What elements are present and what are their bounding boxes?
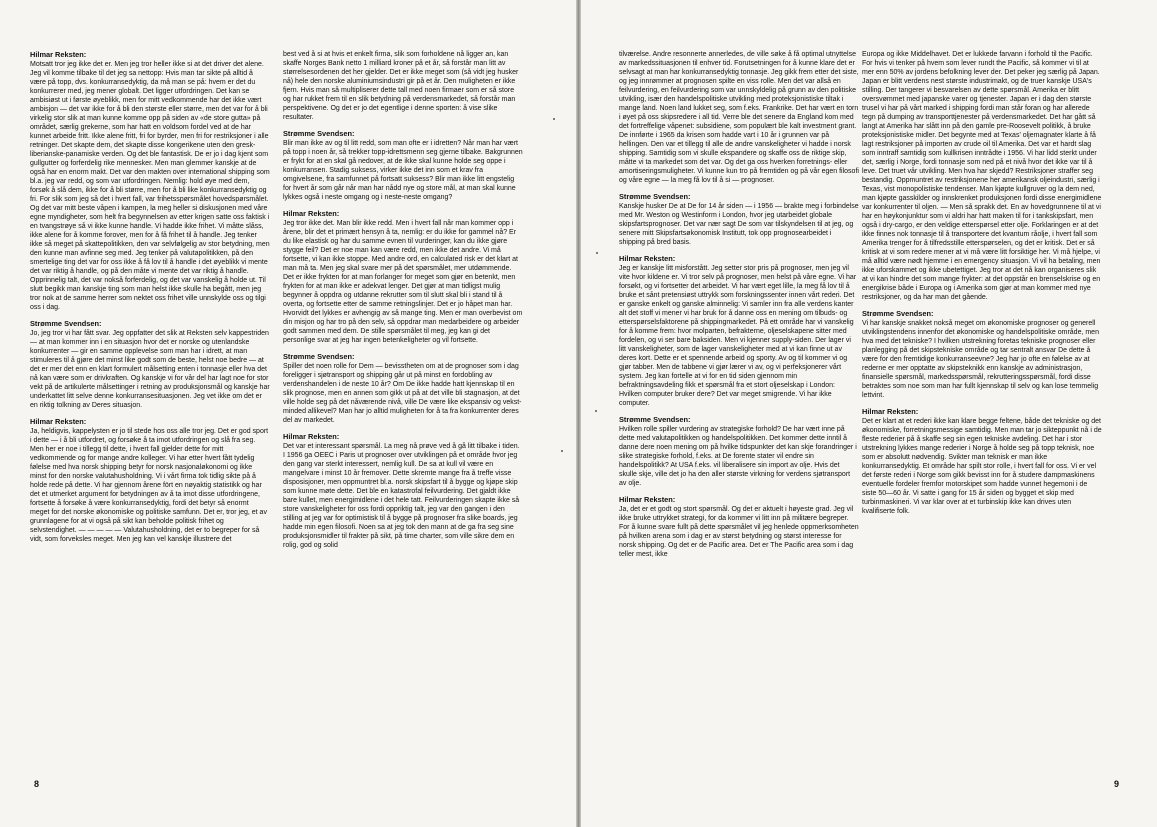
left-page-column-2 [283,50,523,770]
speaker-heading: Hilmar Reksten: [30,50,87,59]
speck [553,118,555,120]
page-number-left: 8 [34,779,40,789]
dialogue-paragraph: Jo, jeg tror vi har fått svar. Jeg oppfatter det slik at Reksten selv kappestriden — at man kommer inn i en situasjon hvor det er norske og utenlandske konkurrenter — gir en samme opplevelse som man har i idrett, at man stimuleres til å gjøre det minst like godt som de beste, helst noe bedre — at det er mer det enn en klart formulert målsetting enten i tonnasje eller hva det nå kan være som er drivkraften. Og kanskje vi for vår del har lagt noe for stor vekt på de artikulerte målsettinger i retning av produksjonsmål og kanskje har underkattet litt selve denne konkurransesituasjonen. Jeg vet ikke om det er en riktig tolkning av Deres situasjon. [30,330,270,409]
dialogue-paragraph: Hvilken rolle spiller vurdering av strategiske forhold? De har vært inne på dette med valutapolitikken og handelspolitikken. Det kommer dette inntil å danne dere noen mening om på hvilke tidspunkter det kan skje forandringer i slike strategiske forhold, f.eks. at De forente stater vil endre sin handelspolitikk? At USA f.eks. vil liberalisere sin import av olje. Hvis det skulle skje, ville det jo ha den aller største virkning for verdens sjøtransport av olje. [619,426,857,487]
dialogue-paragraph: Det var et interessant spørsmål. La meg nå prøve ved å gå litt tilbake i tiden. I 1956 ga OEEC i Paris ut prognoser over utviklingen på et område hvor jeg den gang var sterkt interessert, nemlig kull. De sa at kull vil være en mangelvare i minst 10 år fremover. Dette skremte mange fra å treffe visse disposisjoner, men oppmuntret bl.a. norsk skipsfart til å bygge og kjøpe skip som kunne møte dette. Det ble en katastrofal feilvurdering. Det gjaldt ikke bare kullet, men energimidlene i det hele tatt. Feilvurderingen skapte ikke så store vanskeligheter for oss fordi oppriktig talt, jeg var den gangen i den stilling at jeg var for optimistisk til å bygge på prognoser fra slike boards, jeg hadde min egen filosofi. Noen sa at jeg tok den mann at de ga fra seg sine produksjonsmidler til frakter på sikt, på time charter, som ville sikre dem en rolig, god og solid [283,443,520,549]
dialogue-paragraph: Jeg er kanskje litt misforstått. Jeg setter stor pris på prognoser, men jeg vil vite hvor kildene er. Vi tror selv på prognoser, men helst på våre egne. Vi har forsøkt, og vi fortsetter det arbeidet. Vi har vært eget lille, la meg få lov til å bruke et sånt pretensiøst uttrykk som forskningssenter innen vårt rederi. Det er ganske enkelt og ganske alminnelig: Vi samler inn fra alle verdens kanter alt det stoff vi mener vi har bruk for å danne oss en mening om tilbuds- og etterspørselsfaktorene på shippingmarkedet. På ett område har vi vanskelig for å komme frem: hvor molparten, befrakterne, oljeselskapene sitter med fordelen, og vi ser bare baksiden. Men vi kjenner supply-siden. Der lager vi litt vanskeligheter, som de lager vanskeligheter med at vi kan finne ut av deres kort. Dette er et spennende arbeid og sporty. Av og til kommer vi og gjør tabber. Men de tabbene vi gjør lærer vi av, og vi perfeksjonerer vårt system. Jeg kan fortelle at vi for en tid siden gjennom min befraktningsavdeling fikk et spørsmål fra et stort oljeselskap i London: Hvilken computer bruker dere? Det var meget smigrende. Vi har ikke computer. [619,265,857,407]
dialogue-paragraph: tilværelse. Andre resonnerte annerledes, de ville søke å få optimal utnyttelse av markedssituasjonen til enhver tid. Forutsetningen for å kunne klare det er selvsagt at man har konkurransedyktig tonnasje. Jeg gikk frem etter det siste, og jeg innrømmer at prognosen spilte en viss rolle. Men det var allså en feilvurdering, en feilvurdering som var unnskyldelig på grunn av den politiske utvikling, især den handelspolitiske utvikling med proteksjonistiske tiltak i mange land. Noen land lukket seg, som f.eks. Frankrike. Det har vært en torn i øyet på oss skipsredere i all tid. Verre ble det senere da England kom med det fortreffelige våpenet: subsidiene, som populært ble kalt investment grant. De innførte i 1965 da krisen som hadde vart i 10 år i grunnen var på hellingen. Den var et tillegg til alle de andre vanskeligheter vi hadde i norsk shipping. Samtidig som vi skulle ekspandere og skaffe oss de riktige skip, måtte vi ta markedet som det var. Og det ga oss hverken forretnings- eller amortiseringsmuligheter. Vi kunne kun tro på fremtiden og på vår egen filosofi og våre egne — la meg få lov til å si — prognoser. [619,51,859,184]
speaker-heading: Strømme Svendsen: [30,319,102,328]
page-number-right: 9 [1113,779,1119,789]
speaker-heading: Hilmar Reksten: [283,432,340,441]
right-page [581,0,1157,827]
left-page [0,0,576,827]
speaker-heading: Hilmar Reksten: [283,209,340,218]
speaker-heading: Hilmar Reksten: [619,495,676,504]
dialogue-paragraph: Ja, det er et godt og stort spørsmål. Og det er aktuelt i høyeste grad. Jeg vil ikke bruke uttrykket strategi, for da kommer vi litt inn på militære begreper. For å kunne svare fullt på dette spørsmålet vil jeg henlede oppmerksomheten på hvilken arena som i dag er av størst betydning og størst interesse for norsk shipping. Og det er de Pacific area. Det er The Pacific area som i dag teller mest, ikke [619,506,859,558]
dialogue-paragraph: best ved å si at hvis et enkelt firma, slik som forholdene nå ligger an, kan skaffe Norges Bank netto 1 milliard kroner på et år, så forstår man litt av størrelsesordenen det her gjelder. Det er ikke meget som (så vidt jeg husker nå) hele den norske aluminiumsindustri gir på et år. Den muligheten er ikke fjern. Hvis man så multipliserer dette tall med noen firmaer som er så store og har rukket frem til en slik betydning på verdensmarkedet, så forstår man perspektivene. Og det er jo det egentlige i denne sporten: å vise slike resultater. [283,51,519,121]
dialogue-paragraph: Vi har kanskje snakket nokså meget om økonomiske prognoser og generell utviklingstendens innenfor det økonomiske og handelspolitiske område, men hva med det tekniske? I hvilken utstrekning foretas tekniske prognoser eller planlegging på det skipstekniske område og tar sentralt ansvar De dette å være for den fremtidige konkurranseevne? Jeg har jo ofte en følelse av at rederne er mer opptatte av skipsteknikk enn kanskje av administrasjon, finansielle spørsmål, markedsspørsmål, rekrutteringsspørsmål, fordi disse betraktes som noe som man har fullt kjennskap til selv og kan lose temmelig lettvint. [862,320,1099,399]
speck [596,252,598,254]
speaker-heading: Hilmar Reksten: [862,407,919,416]
dialogue-paragraph: Blir man ikke av og til litt redd, som man ofte er i idretten? Når man har vært på topp i noen år, så trekker topp-idrettsmenn seg gjerne tilbake. Bakgrunnen er frykt for at en skal gå nedover, at de ikke skal kunne holde seg oppe i konkurransen. Stadig suksess, virker ikke det inn som et krav fra omgivelsene, fra samfunnet på fortsatt suksess? Blir man ikke litt engstelig for hvert år som går når man har nådd nye og store mål, at man skal kunne lykkes også i neste omgang og i neste-neste omgang? [283,140,523,201]
speaker-heading: Strømme Svendsen: [283,352,355,361]
right-page-column-1 [619,50,859,770]
dialogue-paragraph: Spiller det noen rolle for Dem — bevisstheten om at de prognoser som i dag foreligger i sjøtransport og shipping går ut på minst en fordobling av verdenshandelen i de neste 10 år? Om De ikke hadde hatt kjennskap til en slik prognose, men en annen som gikk ut på at det ville bli stagnasjon, at det ville holde seg på det nåværende nivå, ville De være like ekspansiv og vekst-minded allikevel? Man har jo alltid muligheten for å ta fra konkurrenter deres del av markedet. [283,363,522,424]
left-page-column-1 [30,50,270,770]
dialogue-paragraph: Europa og ikke Middelhavet. Det er lukkede farvann i forhold til the Pacific. For hvis vi tenker på hvem som lever rundt the Pacific, så kommer vi til at mer enn 50% av jordens befolkning lever der. Det peker jeg særlig på Japan. Japan er blitt verdens nest største industrimakt, og de truer kanskje USA's stilling. Der tangerer vi besvarelsen av dette spørsmål. Amerika er blitt oversvømmet med japanske varer og tjenester. Japan er i dag den største trusel vi har på vårt marked i shipping fordi man står foran og har allerede tegn på dumping av transporttjenester på verdensmarkedet. Det har gått så langt at Amerika har slått inn på den gamle pre-Roosevelt politikk, å bruke proteksjonistiske midler. Det begynte med at Texas' oljemagnater klarte å få lagt restriksjoner på importen av crude oil til Amerika. Det var et hardt slag som inntraff samtidig som kullkrisen inntrådte i 1956. Vi har lidd sterkt under det, særlig i Norge, fordi tonnasje som ned på et nivå hvor det ikke var til å leve. Det truet vår utvikling. Men hva har skjedd? Restriksjoner straffer seg bestandig. Oppmuntret av restriksjonene her amerikansk oljeindustri, særlig i Texas, vist monopolistiske tendenser. Man kjøpte kullgruver og la dem ned, man kjøpte gasskilder og innskrenket produksjonen fordi disse energimidlene var konkurrenter til oljen. — Men så sprakk det. En av hovedgrunnene til at vi har en høykonjunktur som vi aldri har hatt maken til for i tankskipsfart, men også i dry-cargo, er den veldige etterspørsel etter olje. Forklaringen er at det ikke finnes nok tonnasje til å transportere det kvantum råolje, i hvert fall som Amerika trenger for å tilfredsstille etterspørselen, og det er kritisk. Det er så kritisk at vi som redere mener at vi må være litt forsiktige her. Vi må hjelpe, vi må alltid være nødt hjemme i en emergency situasjon. Vi vil ha betaling, men ikke uforskammet og ikke ubetettiget. Jeg tror at det nå kan organiseres slik at vi kan hindre det som mange frykter: at det oppstår en brenselskrise og en energikrise både i Europa og i Amerika som gjør at man kommer med nye restriksjoner, og da har man det gående. [862,51,1102,301]
speaker-heading: Hilmar Reksten: [30,417,87,426]
dialogue-paragraph: Motsatt tror jeg ikke det er. Men jeg tror heller ikke si at det driver det alene. Jeg vil komme tilbake til det jeg sa nettopp: Hvis man tar sikte på alltid å være på topp, dvs. konkurransedyktig, da må man se på: hvem er det du konkurrerer med, jeg mener globalt. Det ligger utfordringen. Det kan se ambisiøst ut i første øyeblikk, men for mitt vedkommende har det ikke vært ambisjon — det var ikke for å bli den største eller større, men det var for å bli virkelig stor slik at man kunne komme opp på siden av «de store gutta» på området, særlig grekerne, som har hatt en voldsom fordel ved at de har kunnet arbeide fritt. Ikke alene fritt, fri for byrder, men fri for restriksjoner i alle retninger. Det skapte dem, det skapte disse kongerikene uten den gresk-liberianske-panamiske verden. Og det ble fantastisk. De er jo i dag kjent som gullgutter og forferdelig rike mennesker. Men man glemmer kanskje at de også har en enorm makt. Det var den makten over international shipping som bl.a. jeg var redd, og som var utfordringen. Nemlig: hold øye med dem, forsøk å slå dem, ikke for å bli større, men for å bli like konkurransedyktig og fri. For slik som jeg så det i hvert fall, var frihetsspørsmålet hovedspørsmålet. Og det var mitt beste våpen i kampen, la meg heller si diskusjonen med våre egne myndigheter, som helt fra begynnelsen av etter krigen satte oss faktisk i en tvangstrøye så vi ikke kunne handle. Vi hadde ikke frihet. Vi måtte slåss, ikke alene for å komme forover, men for å få frihet til å handle. Jeg tenker ikke så meget på skattepolitikken, den var selvfølgelig av stor betydning, men den kunne man avfinne seg med. Jeg tenker på valutapolitikken, på den smertelige ting det var for oss ikke å få lov til å handle i det øyeblikk vi mente det var riktig å handle, og på den måte vi mente det var riktig å handle. Opprinnelig talt, det var nokså forferdelig, og det var vanskelig å holde ut. Til slutt begikk man kanskje ting som man helst ikke skulle ha begått, men jeg tror nok at de samme herrer som nektet oss frihet ville unnskylde oss og tilgi oss i dag. [30,61,270,311]
speaker-heading: Strømme Svendsen: [619,192,691,201]
right-page-column-2 [862,50,1102,770]
speaker-heading: Strømme Svendsen: [619,415,691,424]
speaker-heading: Strømme Svendsen: [283,129,355,138]
dialogue-paragraph: Det er klart at et rederi ikke kan klare begge feltene, både det tekniske og det økonomiske, forretningsmessige samtidig. Men man tar jo sikteppunkt nå i de fleste rederier på å skaffe seg sin egen tekniske avdeling. Det har i stor utstrekning lykkes mange rederier i Norge å holde seg på topp teknisk, noe som er absolutt nødvendig. Svikter man teknisk er man ikke konkurransedyktig. Et område har spilt stor rolle, i hvert fall for oss. Vi er vel det første rederi i Norge som gikk bevisst inn for å studere dampmaskinens eventuelle fordeler fremfor motorskipet som hadde vunnet hegemoni i de siste 50—60 år. Vi satte i gang for 15 år siden og bygget et skip med turbinmaskineri. Vi var klar over at et turbinskip ikke kan drives uten kvalifiserte folk. [862,418,1102,515]
speck [561,450,563,452]
speck [595,410,597,412]
speaker-heading: Strømme Svendsen: [862,309,934,318]
speaker-heading: Hilmar Reksten: [619,254,676,263]
dialogue-paragraph: Jeg tror ikke det. Man blir ikke redd. Men i hvert fall når man kommer opp i årene, blir det et primært hensyn å ta, nemlig: er du ikke for gammel nå? Er du like elastisk og har du samme evnen til vurderinger, kan du ikke gjøre stygge feil? Det er noe man kan være redd, men ikke det andre. Vi må fortsette, vi kan ikke stoppe. Med andre ord, en calculated risk er det klart at man må ta. Men jeg skal svare mer på det spørsmålet, mer utdømmende. Det er ikke frykten for at man forlanger for meget som gjør en betenkt, men frykten for at man ikke er adekvat lenger. Det gjør at man tidligst mulig begynner å oppdra og utdanne rekrutter som til slutt skal bli i stand til å overta, og fortsette etter de samme retningslinjer. Det er jo håpet man har. Hvorvidt det lykkes er avhengig av så mange ting. Men er man overbevist om din misjon og har tro på den selv, så oppdrar man medarbeidere og arbeider godt sammen med dem. De stille spørsmålet til meg, jeg kan gi det personlige svar at jeg har ingen betenkeligheter og vil fortsette. [283,220,523,344]
dialogue-paragraph: Kanskje husker De at De for 14 år siden — i 1956 — brakte meg i forbindelse med Mr. Weston og Westinform i London, hvor jeg utarbeidet globale skipsfartsprognoser. Det var nær sagt De som var tilskyndelsen til at jeg, og senere mitt Skipsfartsøkonomisk Institutt, tok opp prognosearbeidet i shipping på bred basis. [619,203,859,246]
dialogue-paragraph: Ja, heldigvis, kappelysten er jo til stede hos oss alle tror jeg. Det er god sport i dette — i å bli utfordret, og forsøke å ta imot utfordringen og slå fra seg. Men her er noe i tillegg til dette, i hvert fall gjelder dette for mitt vedkommende og for mange andre kolleger. Vi har etter hvert fått tydelig følelse med hva norsk shipping betyr for norsk nasjonaløkonomi og ikke minst for den norske valutahusholdning. Vi i vårt firma tok tidlig sikte på å holde rede på dette. Vi har gjennom årene fört en nøyaktig statistikk og har det et utmerket argument for betydningen av å ta imot disse utfordringene, fortsette å forsøke å være konkurransedyktig, fordi det betyr så enormt meget for det norske økonomiske og politiske samfunn. Det er, tror jeg, et av grunnlagene for at vi også på sikt kan beholde politisk frihet og selvstendighet. — — — — — Valutahusholdning, det er to begreper for så vidt, som forveksles meget. Men jeg kan vel kanskje illustrere det [30,428,269,543]
